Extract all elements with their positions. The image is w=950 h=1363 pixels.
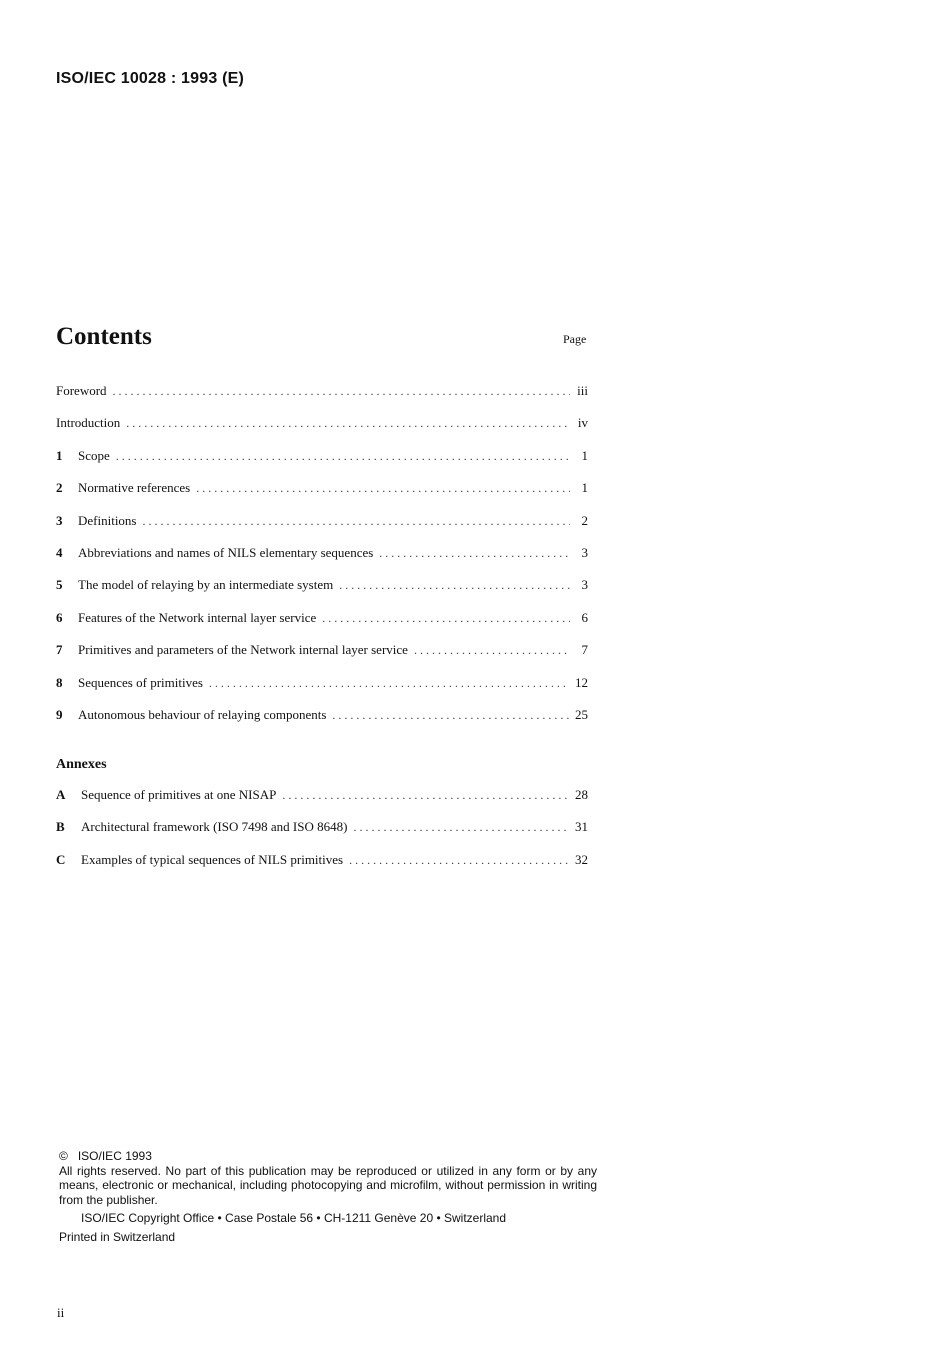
dot-leader — [113, 384, 570, 399]
annex-page: 32 — [575, 851, 588, 867]
dot-leader — [379, 546, 570, 561]
toc-entry-page: 25 — [575, 706, 588, 722]
annex-title: Examples of typical sequences of NILS primitives — [81, 851, 344, 867]
dot-leader — [339, 578, 570, 593]
annex-page: 28 — [575, 787, 588, 802]
dot-leader — [209, 676, 569, 691]
toc-entry-foreword[interactable] — [56, 383, 588, 415]
toc-entry-page: 2 — [581, 512, 588, 528]
toc-entry-definitions[interactable] — [56, 513, 588, 545]
toc-entry-title: Normative references — [78, 480, 191, 496]
toc-entry-number: 7 — [56, 642, 63, 658]
toc-entry-title: Introduction — [56, 415, 121, 431]
toc-entry-title: Foreword — [56, 383, 107, 398]
toc-entry-number: 5 — [56, 577, 63, 593]
toc-entry-introduction[interactable] — [56, 415, 588, 447]
toc-entry-title: Sequences of primitives — [78, 674, 203, 690]
annex-entry-a[interactable] — [56, 787, 588, 819]
dot-leader — [143, 514, 571, 529]
document-header: ISO/IEC 10028 : 1993 (E) — [56, 70, 245, 87]
toc-entry-number: 8 — [56, 674, 63, 690]
annex-entry-b[interactable] — [56, 819, 588, 851]
toc-entry-number: 4 — [56, 544, 63, 560]
toc-entry-page: 1 — [581, 480, 588, 496]
dot-leader — [322, 611, 570, 626]
toc-entry-page: iv — [577, 415, 588, 431]
dot-leader — [282, 788, 569, 803]
copyright-symbol: © — [59, 1149, 68, 1163]
toc-entry-abbreviations[interactable] — [56, 545, 588, 577]
toc-entry-normative-references[interactable] — [56, 480, 588, 512]
toc-entry-title: Primitives and parameters of the Network internal layer service — [78, 642, 408, 658]
dot-leader — [332, 708, 569, 723]
toc-entry-primitives-and-parameters[interactable] — [56, 642, 588, 674]
annex-title: Architectural framework (ISO 7498 and ISO 8648) — [81, 819, 348, 835]
toc-entry-title: The model of relaying by an intermediate system — [78, 577, 334, 593]
toc-entry-title: Autonomous behaviour of relaying components — [78, 706, 327, 722]
annex-list — [56, 787, 588, 884]
annex-title: Sequence of primitives at one NISAP — [81, 787, 277, 802]
toc-entry-title: Scope — [78, 447, 110, 463]
annex-entry-c[interactable] — [56, 852, 588, 884]
toc-entry-page: 3 — [581, 544, 588, 560]
table-of-contents — [56, 383, 588, 739]
toc-entry-page: 3 — [581, 577, 588, 593]
toc-entry-autonomous-behaviour[interactable] — [56, 707, 588, 739]
toc-entry-title: Abbreviations and names of NILS elementary sequences — [78, 544, 374, 560]
dot-leader — [126, 416, 570, 431]
toc-entry-number: 3 — [56, 512, 63, 528]
copyright-office-address: ISO/IEC Copyright Office • Case Postale 56 • CH-1211 Genève 20 • Switzerland — [81, 1211, 507, 1225]
dot-leader — [116, 449, 570, 464]
annexes-heading: Annexes — [56, 757, 107, 772]
toc-entry-number: 2 — [56, 480, 63, 496]
toc-entry-number: 1 — [56, 447, 63, 463]
rights-notice: All rights reserved. No part of this publication may be reproduced or utilized in any form or by any means, electronic or mechanical, including photocopying and microfilm, without permission in writing from the publisher. — [59, 1163, 597, 1207]
toc-entry-scope[interactable] — [56, 448, 588, 480]
page-column-label: Page — [563, 332, 587, 346]
printed-in: Printed in Switzerland — [59, 1229, 176, 1244]
copyright-line — [59, 1149, 597, 1164]
toc-entry-page: 1 — [581, 447, 588, 463]
toc-entry-features[interactable] — [56, 610, 588, 642]
toc-entry-page: iii — [577, 383, 588, 398]
toc-entry-title: Features of the Network internal layer service — [78, 609, 317, 625]
copyright-holder-year: ISO/IEC 1993 — [77, 1149, 152, 1163]
contents-title: Contents — [56, 323, 152, 350]
copyright-block — [59, 1149, 597, 1244]
page-number: ii — [57, 1305, 65, 1320]
toc-entry-title: Definitions — [78, 512, 137, 528]
dot-leader — [349, 853, 569, 868]
dot-leader — [196, 481, 570, 496]
dot-leader — [353, 820, 569, 835]
toc-entry-page: 12 — [575, 674, 588, 690]
annex-letter: B — [56, 819, 65, 835]
toc-entry-page: 7 — [581, 642, 588, 658]
annex-letter: C — [56, 851, 66, 867]
dot-leader — [414, 643, 570, 658]
toc-entry-page: 6 — [581, 609, 588, 625]
annex-page: 31 — [575, 819, 588, 835]
toc-entry-sequences-of-primitives[interactable] — [56, 675, 588, 707]
toc-entry-number: 6 — [56, 609, 63, 625]
toc-entry-model-of-relaying[interactable] — [56, 577, 588, 609]
annex-letter: A — [56, 787, 66, 802]
toc-entry-number: 9 — [56, 706, 63, 722]
